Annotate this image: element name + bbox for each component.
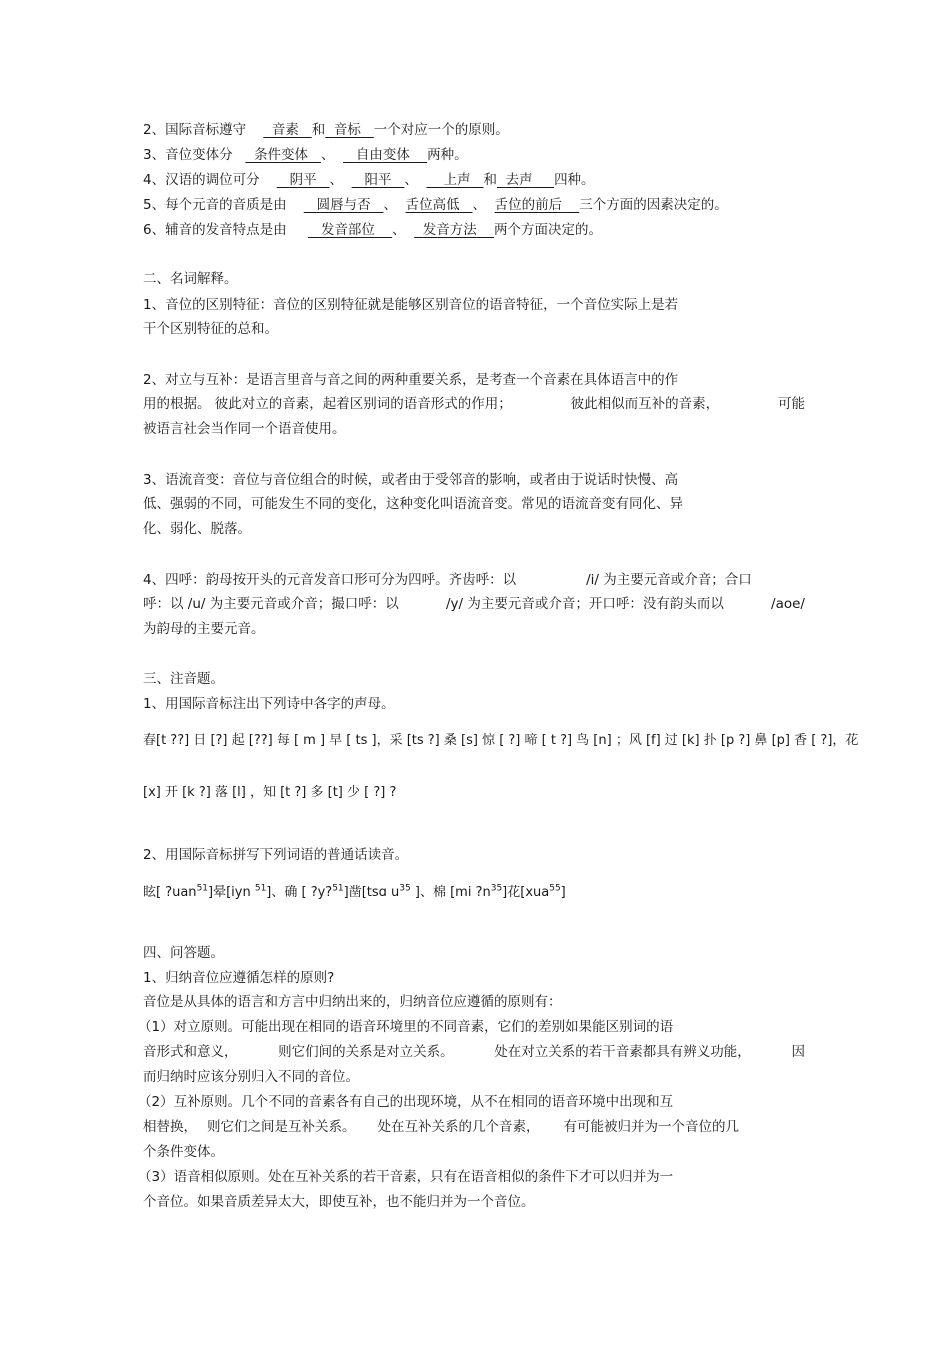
- answer-blank: 上声: [443, 172, 471, 188]
- section-heading: 三、注音题。: [143, 671, 224, 687]
- question-text: 两种。: [427, 147, 468, 163]
- question-text: 两个方面决定的。: [493, 222, 602, 238]
- paragraph-line: 1、音位的区别特征：音位的区别特征就是能够区别音位的语音特征，一个音位实际上是若: [143, 297, 679, 313]
- paragraph-line: （1）对立原则。可能出现在相同的语音环境里的不同音素，它们的差别如果能区别词的语: [138, 1019, 674, 1035]
- answer-blank: 阴平: [289, 172, 317, 188]
- poem-transcription: 春[t ??] 日 [?] 起 [??] 每 [ m ] 早 [ ts ]，采 [ts ?] 桑 [s] 惊 [ ?] 啼 [ t ?] 鸟 [n] ；风 [f] 过 [k] 扑 [p ?] 鼻 [p] 香 [ ?]，花: [143, 733, 859, 748]
- paragraph-line: 低、强弱的不同，可能发生不同的变化，这种变化叫语流音变。常见的语流音变有同化、异: [143, 496, 683, 512]
- paragraph-line: 化、弱化、脱落。: [143, 521, 251, 537]
- section-heading: 二、名词解释。: [143, 271, 238, 287]
- paragraph-line: 个条件变体。: [143, 1144, 224, 1160]
- paragraph-line: 4、四呼：韵母按开头的元音发音口形可分为四呼。齐齿呼：以 /i/ 为主要元音或介音；合口: [143, 572, 752, 588]
- paragraph-line: （2）互补原则。几个不同的音素各有自己的出现环境，从不在相同的语音环境中出现和互: [138, 1094, 674, 1110]
- answer-blank: 发音方法: [422, 222, 477, 238]
- word-transcriptions: 眩[ ?uan$^{51}$]晕[iyn $^{51}$]、确 [ ?y?$^{51}$]凿[tsɑ $u^{35}$ ]、棉 [mi $?n^{35}$]花[xua$^{55}$]: [143, 883, 566, 900]
- paragraph-line: 为韵母的主要元音。: [143, 621, 265, 637]
- answer-blank: 圆唇与否: [316, 197, 371, 213]
- question-text: 5、每个元音的音质是由: [143, 197, 287, 213]
- question-text: 和: [483, 172, 497, 188]
- question-title: 1、归纳音位应遵循怎样的原则?: [143, 970, 335, 986]
- question-title: 1、用国际音标注出下列诗中各字的声母。: [143, 696, 395, 712]
- question-title: 2、用国际音标拼写下列词语的普通话读音。: [143, 847, 409, 863]
- paragraph-line: 干个区别特征的总和。: [143, 321, 278, 337]
- paragraph-line: （3）语音相似原则。处在互补关系的若干音素，只有在语音相似的条件下才可以归并为一: [138, 1169, 674, 1185]
- paragraph-line: 用的根据。 彼此对立的音素，起着区别词的语音形式的作用； 彼此相似而互补的音素， 可能: [143, 396, 805, 412]
- answer-blank: 发音部位: [320, 222, 375, 238]
- paragraph-line: 音位是从具体的语言和方言中归纳出来的，归纳音位应遵循的原则有：: [143, 994, 562, 1010]
- question-2: [143, 121, 509, 139]
- question-text: 4、汉语的调位可分: [143, 172, 260, 188]
- question-text: 3、音位变体分: [143, 147, 233, 163]
- paragraph-line: 个音位。如果音质差异太大，即使互补，也不能归并为一个音位。: [143, 1194, 535, 1210]
- question-6: [143, 221, 602, 239]
- question-text: 2、国际音标遵守: [143, 122, 247, 138]
- answer-blank: 音素: [271, 122, 299, 138]
- question-text: 、: [329, 172, 344, 188]
- question-3: [143, 146, 468, 164]
- question-text: 三个方面的因素决定的。: [579, 197, 728, 213]
- answer-blank: 条件变体: [254, 147, 309, 163]
- question-text: 、: [472, 197, 486, 213]
- question-4: [143, 171, 595, 189]
- paragraph-line: 3、语流音变：音位与音位组合的时候，或者由于受邻音的影响，或者由于说话时快慢、高: [143, 472, 679, 488]
- question-text: 6、辅音的发音特点是由: [143, 222, 287, 238]
- paragraph-line: 2、对立与互补：是语言里音与音之间的两种重要关系，是考查一个音素在具体语言中的作: [143, 372, 679, 388]
- poem-transcription: [x] 开 [k ?] 落 [l] ，知 [t ?] 多 [t] 少 [ ?] ?: [143, 785, 397, 800]
- paragraph-line: 而归纳时应该分别归入不同的音位。: [143, 1069, 359, 1085]
- paragraph-line: 呼：以 /u/ 为主要元音或介音；撮口呼：以 /y/ 为主要元音或介音；开口呼：没有韵头而以 /aoe/: [143, 596, 805, 612]
- paragraph-line: 被语言社会当作同一个语音使用。: [143, 421, 346, 437]
- paragraph-line: 相替换， 则它们之间是互补关系。 处在互补关系的几个音素， 有可能被归并为一个音位的几: [143, 1119, 739, 1135]
- question-text: 、: [392, 222, 406, 238]
- answer-blank: 舌位高低: [405, 197, 460, 213]
- question-text: 和: [311, 122, 326, 138]
- question-text: 、: [320, 147, 335, 163]
- question-text: 一个对应一个的原则。: [373, 122, 509, 138]
- answer-blank: 去声: [505, 172, 533, 188]
- answer-blank: 自由变体: [355, 147, 410, 163]
- question-text: 、: [404, 172, 418, 188]
- answer-blank: 阳平: [364, 172, 392, 188]
- answer-blank: 舌位的前后: [494, 197, 563, 213]
- section-heading: 四、问答题。: [143, 945, 224, 961]
- question-text: 四种。: [554, 172, 595, 188]
- paragraph-line: 音形式和意义， 则它们间的关系是对立关系。 处在对立关系的若干音素都具有辨义功能， 因: [143, 1044, 805, 1060]
- answer-blank: 音标: [333, 122, 361, 138]
- question-5: [143, 196, 728, 214]
- question-text: 、: [383, 197, 398, 213]
